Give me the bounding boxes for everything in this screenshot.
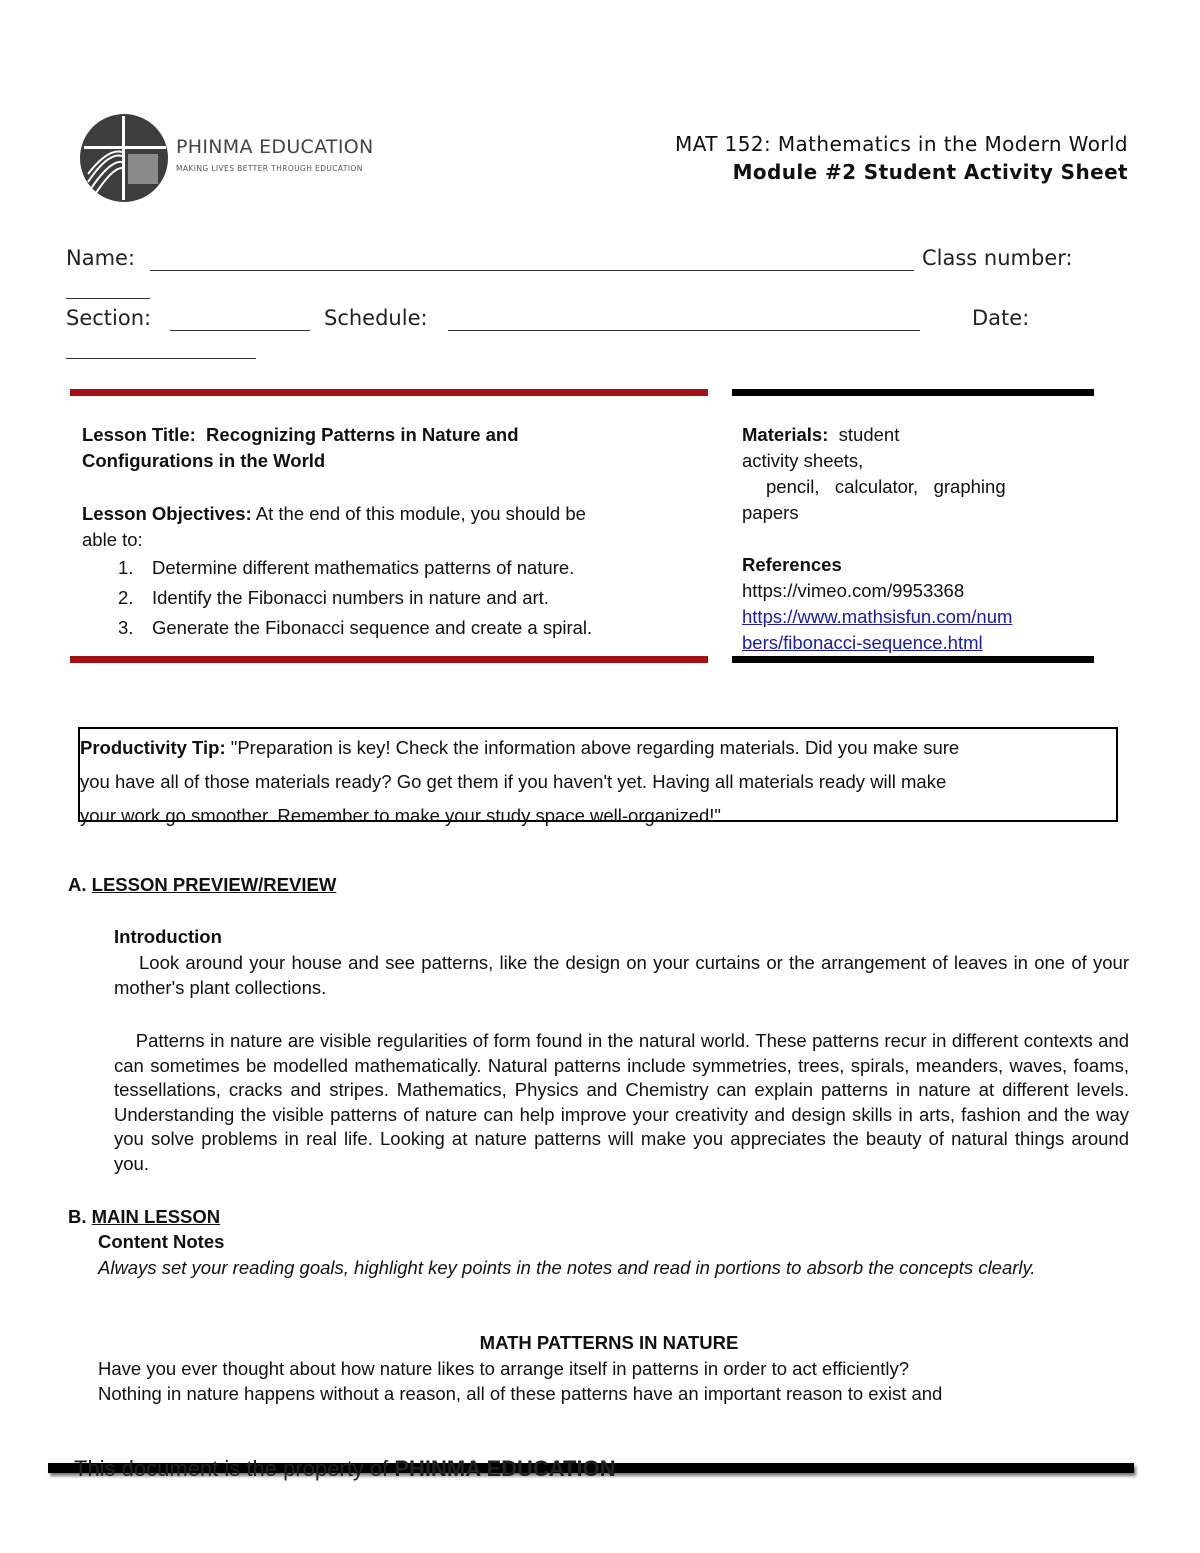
math-patterns-heading: MATH PATTERNS IN NATURE: [479, 1332, 739, 1353]
sheet-title: Module #2 Student Activity Sheet: [732, 160, 1128, 184]
materials-line: papers: [742, 502, 799, 523]
section-a-letter: A.: [68, 874, 87, 895]
name-label: Name:: [66, 246, 136, 270]
objectives-intro-2: able to:: [82, 529, 143, 550]
name-field[interactable]: [150, 270, 914, 271]
phinma-logo: [78, 112, 378, 204]
right-bottom-bar: [732, 656, 1094, 663]
introduction-paragraph-1: Look around your house and see patterns, like the design on your curtains or the arrangement of leaves in one of your mother's plant collections.: [114, 952, 1135, 998]
footer-brand: PHINMA EDUCATION: [394, 1456, 616, 1481]
lesson-title-line2: Configurations in the World: [82, 450, 326, 471]
lesson-title-label: Lesson Title:: [82, 424, 196, 445]
materials-line: pencil, calculator, graphing: [766, 476, 1006, 497]
schedule-field[interactable]: [448, 330, 920, 331]
tip-line: "Preparation is key! Check the information above regarding materials. Did you make sure: [225, 737, 960, 758]
left-bottom-bar: [70, 656, 708, 663]
reference-vimeo: https://vimeo.com/9953368: [742, 580, 965, 601]
content-notes-instruction: Always set your reading goals, highlight key points in the notes and read in portions to absorb the concepts clearly.: [98, 1257, 1036, 1278]
lesson-title: [82, 422, 692, 474]
section-label: Section:: [66, 306, 152, 330]
left-top-bar: [70, 389, 708, 396]
right-top-bar: [732, 389, 1094, 396]
footer-property-notice: [74, 1456, 616, 1482]
tip-line: your work go smoother. Remember to make your study space well-organized!": [80, 805, 721, 826]
lesson-title-line1: Recognizing Patterns in Nature and: [206, 424, 519, 445]
schedule-label: Schedule:: [324, 306, 428, 330]
introduction-heading: Introduction: [114, 926, 222, 947]
productivity-tip-box: [78, 727, 1118, 826]
materials-references: [742, 422, 1062, 656]
reference-mathsisfun-link-cont[interactable]: bers/fibonacci-sequence.html: [742, 632, 983, 653]
phinma-logo-icon: [78, 112, 174, 204]
section-b-letter: B.: [68, 1206, 87, 1227]
objectives-intro: At the end of this module, you should be: [255, 503, 586, 524]
materials-line: activity sheets,: [742, 450, 864, 471]
main-lesson-line-2: Nothing in nature happens without a reason, all of these patterns have an important reason to exist and: [98, 1383, 943, 1404]
productivity-tip-text: [80, 731, 1120, 833]
lesson-info: [82, 422, 692, 643]
logo-tagline: MAKING LIVES BETTER THROUGH EDUCATION: [176, 164, 363, 173]
objective-item: 3. Generate the Fibonacci sequence and create a spiral.: [118, 617, 593, 638]
materials-label: Materials:: [742, 424, 829, 445]
section-field[interactable]: [170, 330, 310, 331]
materials: [742, 422, 1062, 526]
content-notes-heading: Content Notes: [98, 1231, 225, 1252]
references: [742, 552, 1062, 656]
objective-item: 1. Determine different mathematics patterns of nature.: [118, 557, 575, 578]
objectives-label: Lesson Objectives:: [82, 503, 252, 524]
references-label: References: [742, 554, 842, 575]
main-lesson-line-1: Have you ever thought about how nature likes to arrange itself in patterns in order to act efficiently?: [98, 1358, 910, 1379]
section-a-heading: [68, 874, 336, 896]
tip-label: Productivity Tip:: [80, 737, 226, 758]
objectives-list: [82, 553, 692, 643]
introduction-paragraph-2: Patterns in nature are visible regularities of form found in the natural world. These patterns recur in different contexts and can sometimes be modelled mathematically. Natural patterns include symmetries, trees, spirals, meanders, waves, foams, tessellations, cracks and stripes. Mathematics, Physics and Chemistry can explain patterns in nature at different levels. Understanding the visible patterns of nature can help improve your creativity and design skills in arts, fashion and the way you solve problems in real life. Looking at nature patterns will make you appreciates the beauty of natural things around you.: [114, 1030, 1135, 1174]
course-title: MAT 152: Mathematics in the Modern World: [675, 132, 1128, 156]
class-number-label: Class number:: [922, 246, 1073, 270]
date-field[interactable]: [66, 358, 256, 359]
lesson-objectives: [82, 501, 692, 553]
reference-mathsisfun-link[interactable]: https://www.mathsisfun.com/num: [742, 606, 1013, 627]
section-b-title: MAIN LESSON: [91, 1206, 221, 1227]
class-number-field[interactable]: [66, 298, 150, 299]
section-b-heading: [68, 1206, 220, 1228]
section-a-title: LESSON PREVIEW/REVIEW: [91, 874, 337, 895]
footer-prefix: This document is the property of: [74, 1456, 395, 1481]
logo-name: PHINMA EDUCATION: [176, 136, 374, 158]
date-label: Date:: [972, 306, 1030, 330]
document-title: [675, 130, 1128, 186]
tip-line: you have all of those materials ready? Go get them if you haven't yet. Having all materials ready will make: [80, 771, 947, 792]
objective-item: 2. Identify the Fibonacci numbers in nature and art.: [118, 587, 549, 608]
materials-line: student: [838, 424, 900, 445]
